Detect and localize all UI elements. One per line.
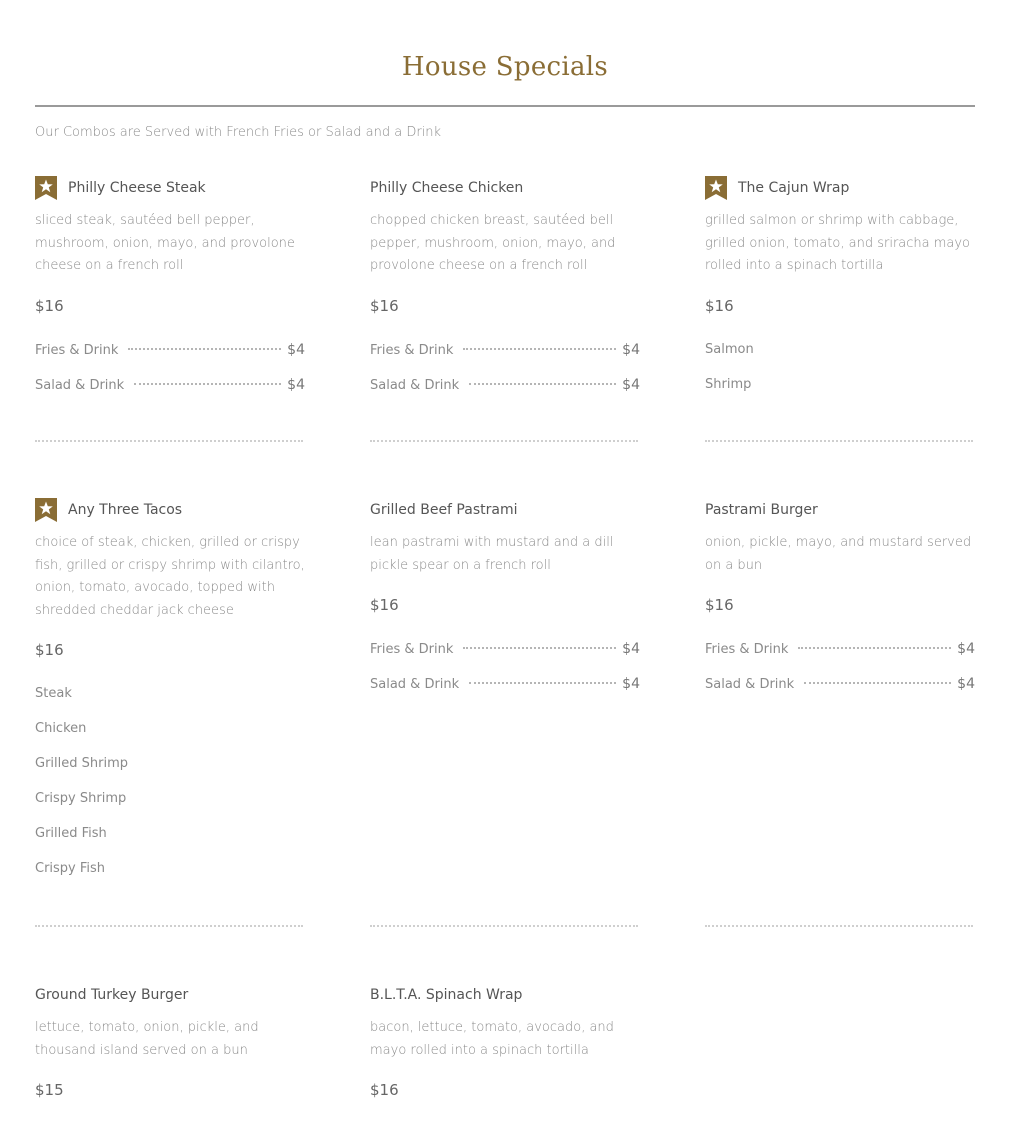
menu-item-description: lean pastrami with mustard and a dill pickle spear on a french roll [370,535,614,573]
menu-item-name: Any Three Tacos [68,502,183,518]
option-label: Fries & Drink [370,642,454,657]
dot-leader [469,383,616,385]
menu-item-name: Pastrami Burger [705,502,818,518]
row-separator [370,925,638,927]
menu-item-header [35,497,305,523]
menu-item [370,175,640,412]
menu-item-name: Ground Turkey Burger [35,987,189,1003]
title-divider [35,105,975,107]
menu-item-name: Grilled Beef Pastrami [370,502,518,518]
menu-item-name: Philly Cheese Chicken [370,180,524,196]
dot-leader [804,682,951,684]
menu-item-header [370,497,640,523]
option-row [35,861,305,896]
option-row [35,377,305,412]
option-row [35,756,305,791]
menu-item-description: choice of steak, chicken, grilled or crispy fish, grilled or crispy shrimp with cilantro, onion, tomato, avocado, topped with shredded cheddar jack cheese [35,535,305,618]
row-separator [35,925,303,927]
dot-leader [798,647,951,649]
option-label: Fries & Drink [370,342,454,358]
option-row [35,826,305,861]
option-price: $4 [622,641,640,657]
menu-item-options [370,641,640,711]
menu-item-description: chopped chicken breast, sautéed bell pepper, mushroom, onion, mayo, and provolone cheese on a french roll [370,213,616,273]
option-label: Salmon [705,341,754,357]
option-row [705,641,975,676]
option-label: Grilled Fish [35,826,107,841]
row-separator [370,440,638,442]
menu-item-header [370,175,640,201]
menu-item [35,175,305,412]
menu-item-name: Philly Cheese Steak [68,180,206,196]
menu-item-price: $15 [35,1081,64,1099]
option-price: $4 [622,376,640,393]
option-row [370,342,640,377]
menu-item-price: $16 [35,296,64,315]
option-row [705,676,975,711]
menu-item-name: The Cajun Wrap [738,180,850,196]
option-row [35,342,305,377]
option-price: $4 [287,376,305,393]
menu-item-header [35,175,305,201]
page-subtitle: Our Combos are Served with French Fries or Salad and a Drink [35,125,442,140]
option-row [370,676,640,711]
menu-item-options [370,342,640,412]
menu-item [370,497,640,711]
dot-leader [134,383,281,385]
menu-item [35,497,305,896]
menu-item-header [370,982,640,1008]
menu-item-options [35,342,305,412]
option-row [370,377,640,412]
menu-item [705,497,975,711]
option-price: $4 [957,641,975,657]
page-title: House Specials [401,52,609,82]
menu-item-header [705,175,975,201]
option-label: Steak [35,686,72,701]
menu-item-description: grilled salmon or shrimp with cabbage, grilled onion, tomato, and sriracha mayo rolled into a spinach tortilla [705,213,971,273]
menu-item-options [705,641,975,711]
menu-item-description: sliced steak, sautéed bell pepper, mushroom, onion, mayo, and provolone cheese on a french roll [35,213,295,273]
menu-item-description: bacon, lettuce, tomato, avocado, and mayo rolled into a spinach tortilla [370,1020,614,1058]
option-label: Salad & Drink [370,377,460,393]
dot-leader [463,647,616,649]
option-price: $4 [622,341,640,358]
option-label: Salad & Drink [35,377,125,393]
menu-item-options [35,686,305,896]
option-label: Chicken [35,721,87,736]
row-separator [35,440,303,442]
option-row [35,686,305,721]
option-row [705,342,975,377]
dot-leader [469,682,616,684]
option-label: Fries & Drink [35,342,119,358]
option-price: $4 [622,676,640,692]
option-label: Fries & Drink [705,642,789,657]
dot-leader [128,348,281,350]
option-row [705,377,975,412]
option-label: Crispy Shrimp [35,791,127,806]
menu-item-description: lettuce, tomato, onion, pickle, and thousand island served on a bun [35,1020,259,1058]
menu-item-header [35,982,305,1008]
option-label: Crispy Fish [35,861,106,876]
menu-item-price: $16 [370,1081,399,1099]
option-label: Salad & Drink [370,677,460,692]
star-badge-icon [705,176,727,200]
star-badge-icon [35,176,57,200]
menu-item-header [705,497,975,523]
option-label: Shrimp [705,376,752,392]
menu-item-price: $16 [35,641,64,659]
menu-item-price: $16 [370,296,399,315]
menu-item [705,175,975,412]
option-row [35,721,305,756]
option-price: $4 [287,341,305,358]
menu-item-price: $16 [705,296,734,315]
option-label: Salad & Drink [705,677,795,692]
option-row [35,791,305,826]
menu-item-options [705,342,975,412]
option-price: $4 [957,676,975,692]
row-separator [705,925,973,927]
menu-item-name: B.L.T.A. Spinach Wrap [370,987,523,1003]
menu-item-price: $16 [370,596,399,614]
row-separator [705,440,973,442]
menu-item [370,982,640,1103]
option-label: Grilled Shrimp [35,756,128,771]
menu-item [35,982,305,1103]
menu-item-price: $16 [705,596,734,614]
dot-leader [463,348,616,350]
option-row [370,641,640,676]
menu-item-description: onion, pickle, mayo, and mustard served on a bun [705,535,972,573]
star-badge-icon [35,498,57,522]
